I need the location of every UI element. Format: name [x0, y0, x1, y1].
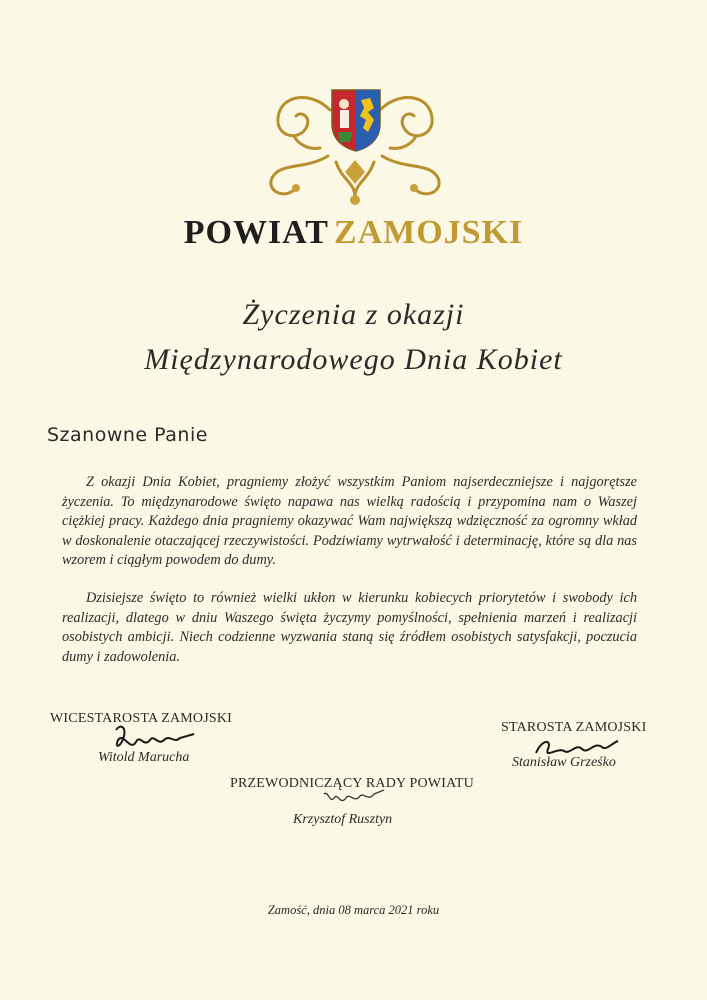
- brand-word-powiat: POWIAT: [183, 214, 329, 251]
- title-line-1: Życzenia z okazji: [242, 298, 465, 331]
- council-chair-signature: [320, 786, 390, 812]
- body-paragraph-2: Dzisiejsze święto to również wielki ukłon w kierunku kobiecych priorytetów i swobody ich realizacji, dlatego w dniu Waszego święta życzymy pomyślności, spełnienia marzeń i realizacji osobistych ambicji. Niech codzienne wyzwania staną się źródłem osobistych satysfakcji, poczucia dumy i zadowolenia.: [62, 590, 637, 665]
- place-and-date: Zamość, dnia 08 marca 2021 roku: [267, 903, 440, 917]
- starost-title: STAROSTA ZAMOJSKI: [501, 720, 647, 735]
- salutation: Szanowne Panie: [47, 424, 208, 446]
- vice-starost-name: Witold Marucha: [98, 750, 190, 765]
- starost-name: Stanisław Grześko: [512, 755, 616, 770]
- coat-of-arms-emblem: [330, 88, 382, 152]
- council-chair-name: Krzysztof Rusztyn: [293, 812, 393, 827]
- vice-starost-title: WICESTAROSTA ZAMOJSKI: [50, 711, 233, 726]
- council-chair-title: PRZEWODNICZĄCY RADY POWIATU: [230, 776, 474, 791]
- brand-header: [0, 214, 707, 252]
- body-paragraph-1: Z okazji Dnia Kobiet, pragniemy złożyć wszystkim Paniom najserdeczniejsze i najgorętsze życzenia. To międzynarodowe święto napawa nas wielką radością i przypomina nam o Waszej ciężkiej pracy. Każdego dnia pragniemy okazywać Wam największą wdzięczność za ogromny wkład w doskonalenie otaczającej rzeczywistości. Podziwiamy wytrwałość i determinację, które są dla nas wzorem i ciągłym powodem do dumy.: [62, 474, 637, 568]
- brand-word-zamojski: ZAMOJSKI: [333, 214, 524, 251]
- title-line-2: Międzynarodowego Dnia Kobiet: [144, 343, 563, 376]
